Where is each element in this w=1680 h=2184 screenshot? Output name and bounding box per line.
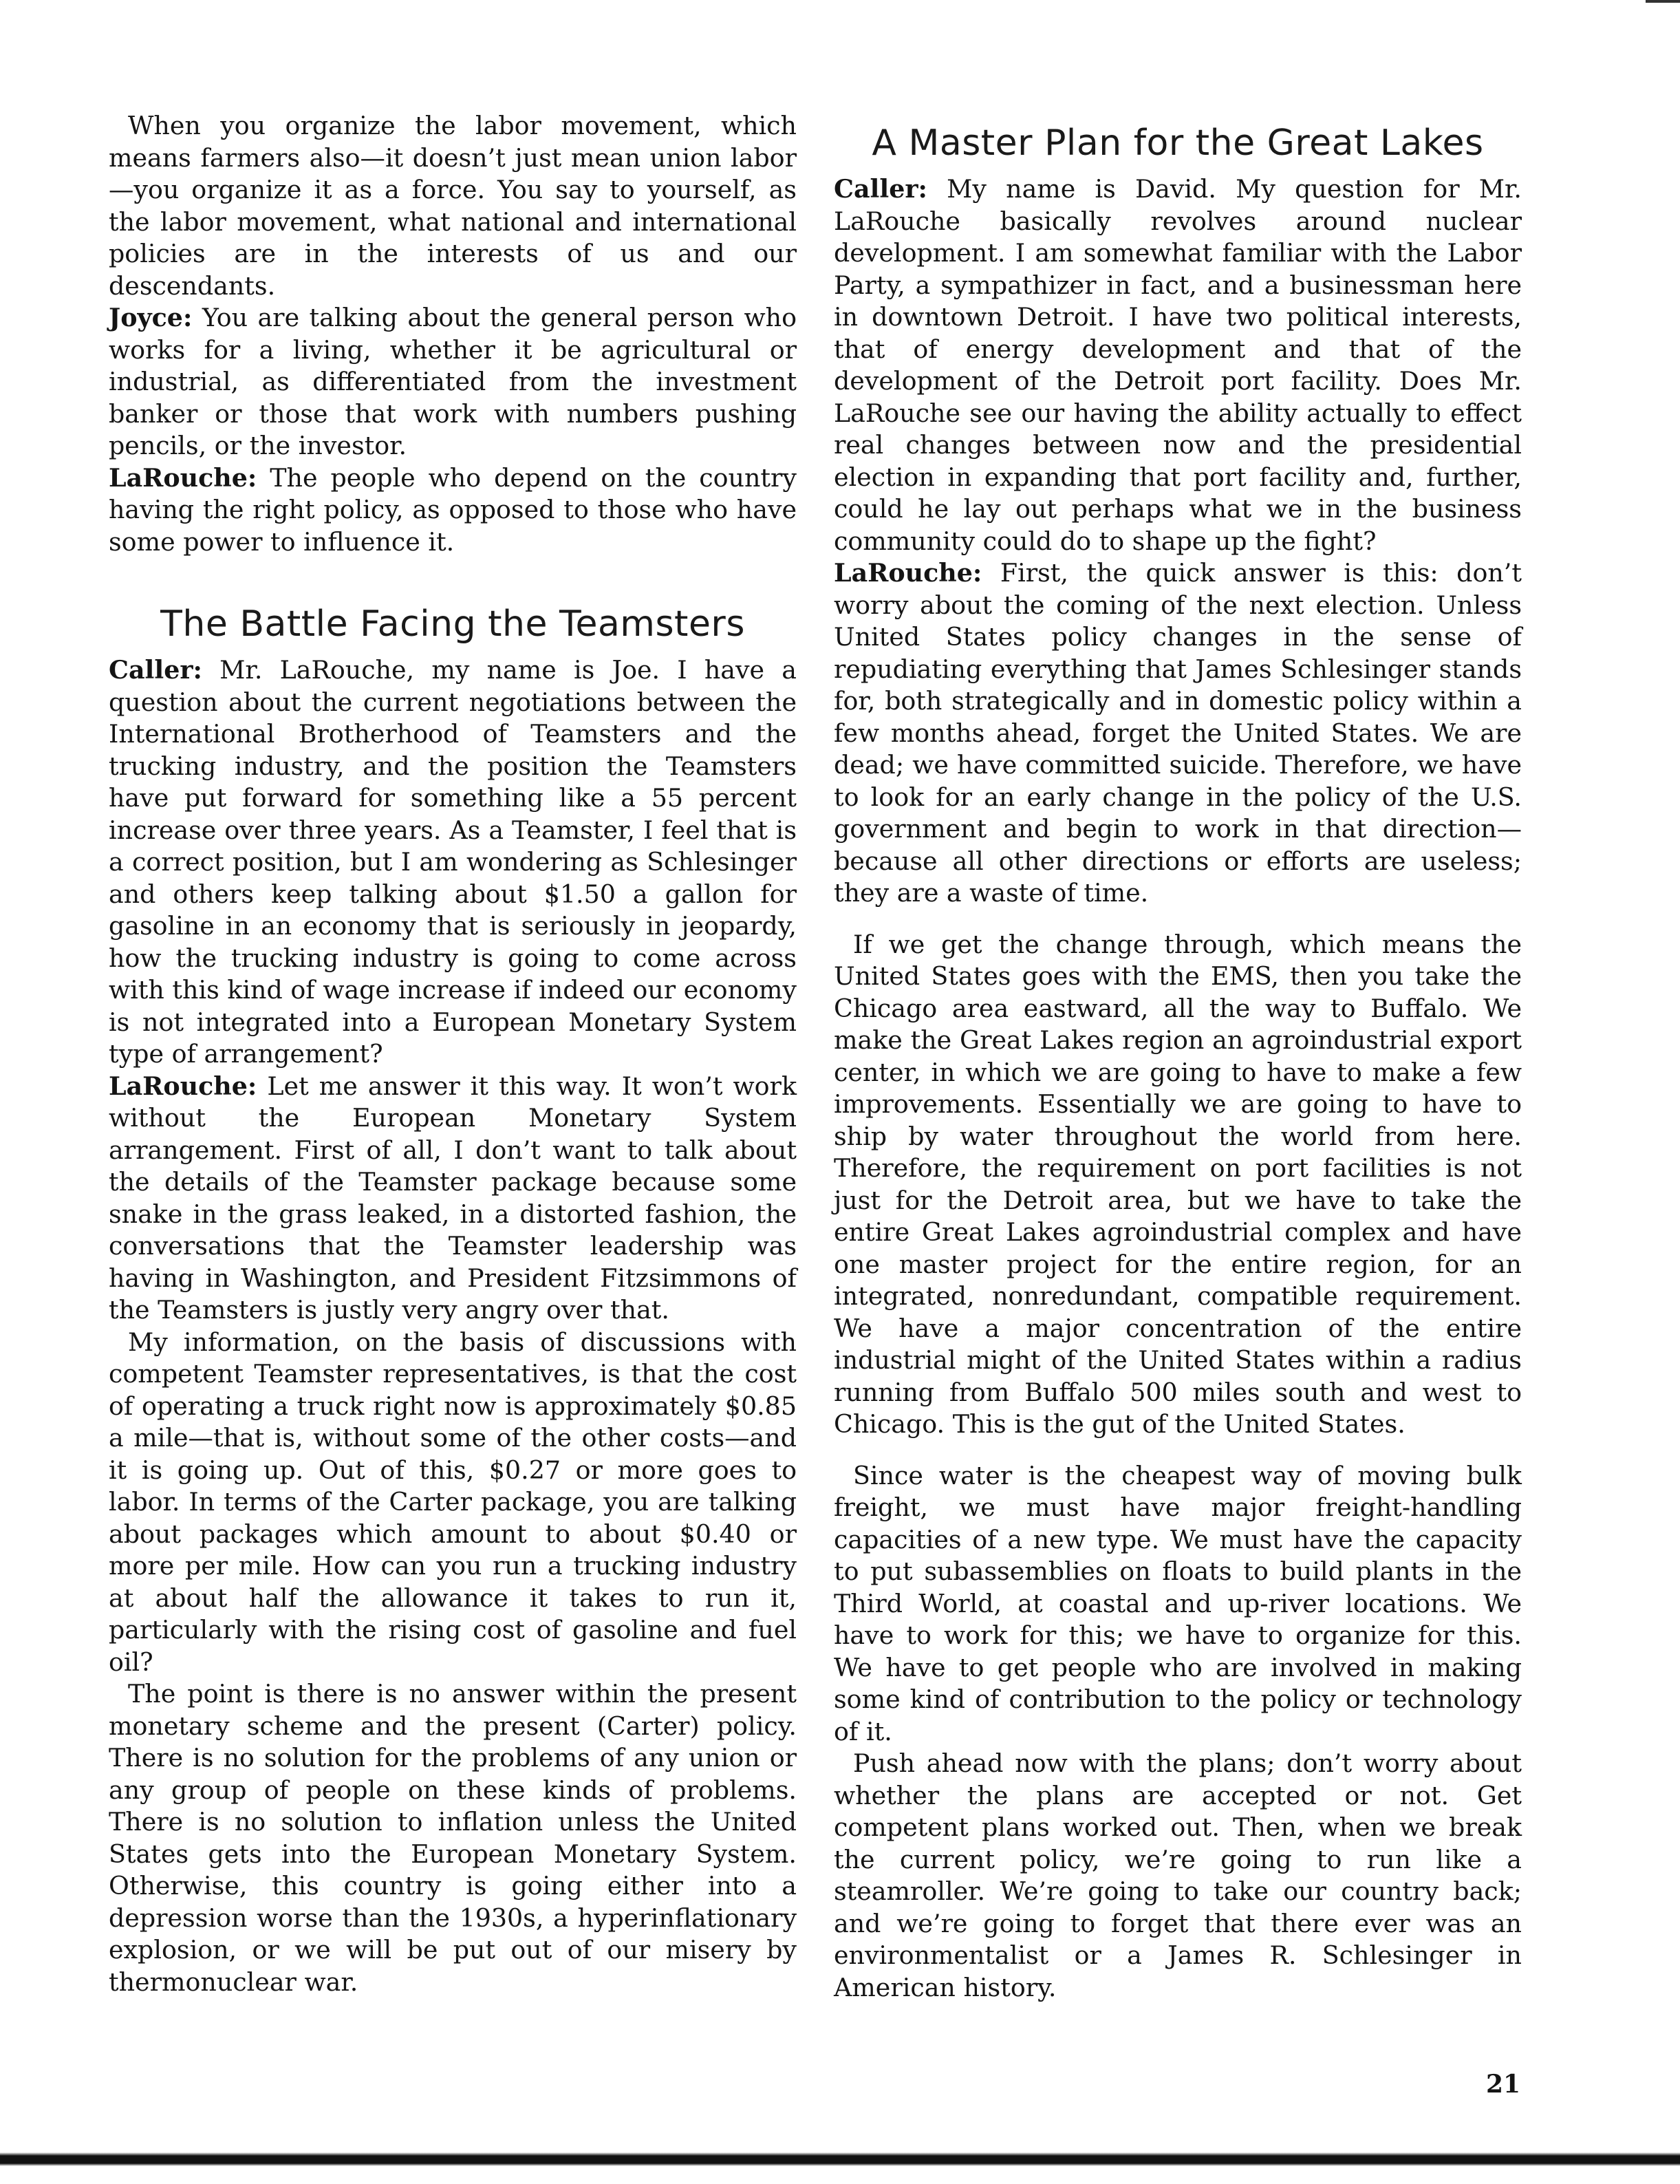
speaker-label: Caller: xyxy=(109,655,202,685)
section-heading: A Master Plan for the Great Lakes xyxy=(872,122,1484,164)
page-edge-mark xyxy=(1646,0,1680,3)
paragraph: Since water is the cheapest way of moving bulk freight, we must have major freight-handling capacities of a new type. We must have the capacity to put subassemblies on floats to build plants in the Third World, at coastal and up-river locations. We have to work for this; we have to organize for this. We have to get people who are involved in making some kind of contribution to the policy or technology of it. xyxy=(834,1460,1522,1746)
speaker-label: Joyce: xyxy=(109,303,193,332)
paragraph xyxy=(109,302,797,462)
section-heading: The Battle Facing the Teamsters xyxy=(160,603,745,645)
paragraph: If we get the change through, which means the United States goes with the EMS, then you take the Chicago area eastward, all the way to Buffalo. We make the Great Lakes region an agroindustrial export center, in which we are going to have to make a few improvements. Essentially we are going to have to ship by water throughout the world from here. Therefore, the requirement on port facilities is not just for the Detroit area, but we have to take the entire Great Lakes agroindustrial complex and have one master project for the entire region, for an integrated, nonredundant, compatible requirement. We have a major concentration of the entire industrial might of the United States within a radius running from Buffalo 500 miles south and west to Chicago. This is the gut of the United States. xyxy=(834,929,1522,1439)
paragraph-text: My name is David. My question for Mr. LaRouche basically revolves around nuclear development. I am somewhat familiar with the Labor Party, a sympathizer in fact, and a businessman here in downtown Detroit. I have two political interests, that of energy development and that of the development of the Detroit port facility. Does Mr. LaRouche see our having the ability actually to effect real changes between now and the presidential election in expanding that port facility and, further, could he lay out perhaps what we in the business community could do to shape up the fight? xyxy=(834,174,1522,556)
paragraph: My information, on the basis of discussions with competent Teamster representatives, is that the cost of operating a truck right now is approximately $0.85 a mile—that is, without some of the other costs—and it is going up. Out of this, $0.27 or more goes to labor. In terms of the Carter package, you are talking about packages which amount to about $0.40 or more per mile. How can you run a trucking industry at about half the allowance it takes to run it, particularly with the rising cost of gasoline and fuel oil? xyxy=(109,1327,797,1677)
paragraph xyxy=(109,462,797,559)
speaker-label: LaRouche: xyxy=(109,1071,257,1101)
paragraph: Push ahead now with the plans; don’t worry about whether the plans are accepted or not. Get competent plans worked out. Then, when we break the current policy, we’re going to run like a steamroller. We’re going to take our country back; and we’re going to forget that there ever was an environmentalist or a James R. Schlesinger in American history. xyxy=(834,1748,1522,2002)
paragraph xyxy=(834,173,1522,557)
paragraph-text: You are talking about the general person who works for a living, whether it be agricultural or industrial, as differentiated from the investment banker or those that work with numbers pushing pencils, or the investor. xyxy=(109,303,797,460)
paragraph: When you organize the labor movement, which means farmers also—it doesn’t just mean union labor—you organize it as a force. You say to yourself, as the labor movement, what national and international policies are in the interests of us and our descendants. xyxy=(109,111,797,301)
paragraph-text: Mr. LaRouche, my name is Joe. I have a question about the current negotiations between the International Brotherhood of Teamsters and the trucking industry, and the position the Teamsters have put forward for something like a 55 percent increase over three years. As a Teamster, I feel that is a correct position, but I am wondering as Schlesinger and others keep talking about $1.50 a gallon for gasoline in an economy that is seriously in jeopardy, how the trucking industry is going to come across with this kind of wage increase if indeed our economy is not integrated into a European Monetary System type of arrangement? xyxy=(109,655,797,1069)
speaker-label: Caller: xyxy=(834,174,927,204)
paragraph xyxy=(109,654,797,1071)
paragraph xyxy=(109,1071,797,1327)
paragraph-text: Let me answer it this way. It won’t work without the European Monetary System arrangement. First of all, I don’t want to talk about the details of the Teamster package because some snake in the grass leaked, in a distorted fashion, the conversations that the Teamster leadership was having in Washington, and President Fitzsimmons of the Teamsters is justly very angry over that. xyxy=(109,1071,797,1325)
left-column xyxy=(109,110,797,1998)
bottom-rule xyxy=(0,2152,1680,2166)
speaker-label: LaRouche: xyxy=(834,558,982,588)
paragraph: The point is there is no answer within the present monetary scheme and the present (Carter) policy. There is no solution for the problems of any union or any group of people on these kinds of problems. There is no solution to inflation unless the United States gets into the European Monetary System. Otherwise, this country is going either into a depression worse than the 1930s, a hyperinflationary explosion, or we will be put out of our misery by thermonuclear war. xyxy=(109,1679,797,1997)
paragraph-text: First, the quick answer is this: don’t worry about the coming of the next election. Unless United States policy changes in the sense of repudiating everything that James Schlesinger stands for, both strategically and in domestic policy within a few months ahead, forget the United States. We are dead; we have committed suicide. Therefore, we have to look for an early change in the policy of the U.S. government and begin to work in that direction—because all other directions or efforts are useless; they are a waste of time. xyxy=(834,558,1522,908)
page-number: 21 xyxy=(1486,2070,1521,2099)
speaker-label: LaRouche: xyxy=(109,462,257,493)
right-column xyxy=(834,121,1522,2004)
paragraph-text: The people who depend on the country having the right policy, as opposed to those who have some power to influence it. xyxy=(109,462,797,557)
paragraph xyxy=(834,557,1522,910)
